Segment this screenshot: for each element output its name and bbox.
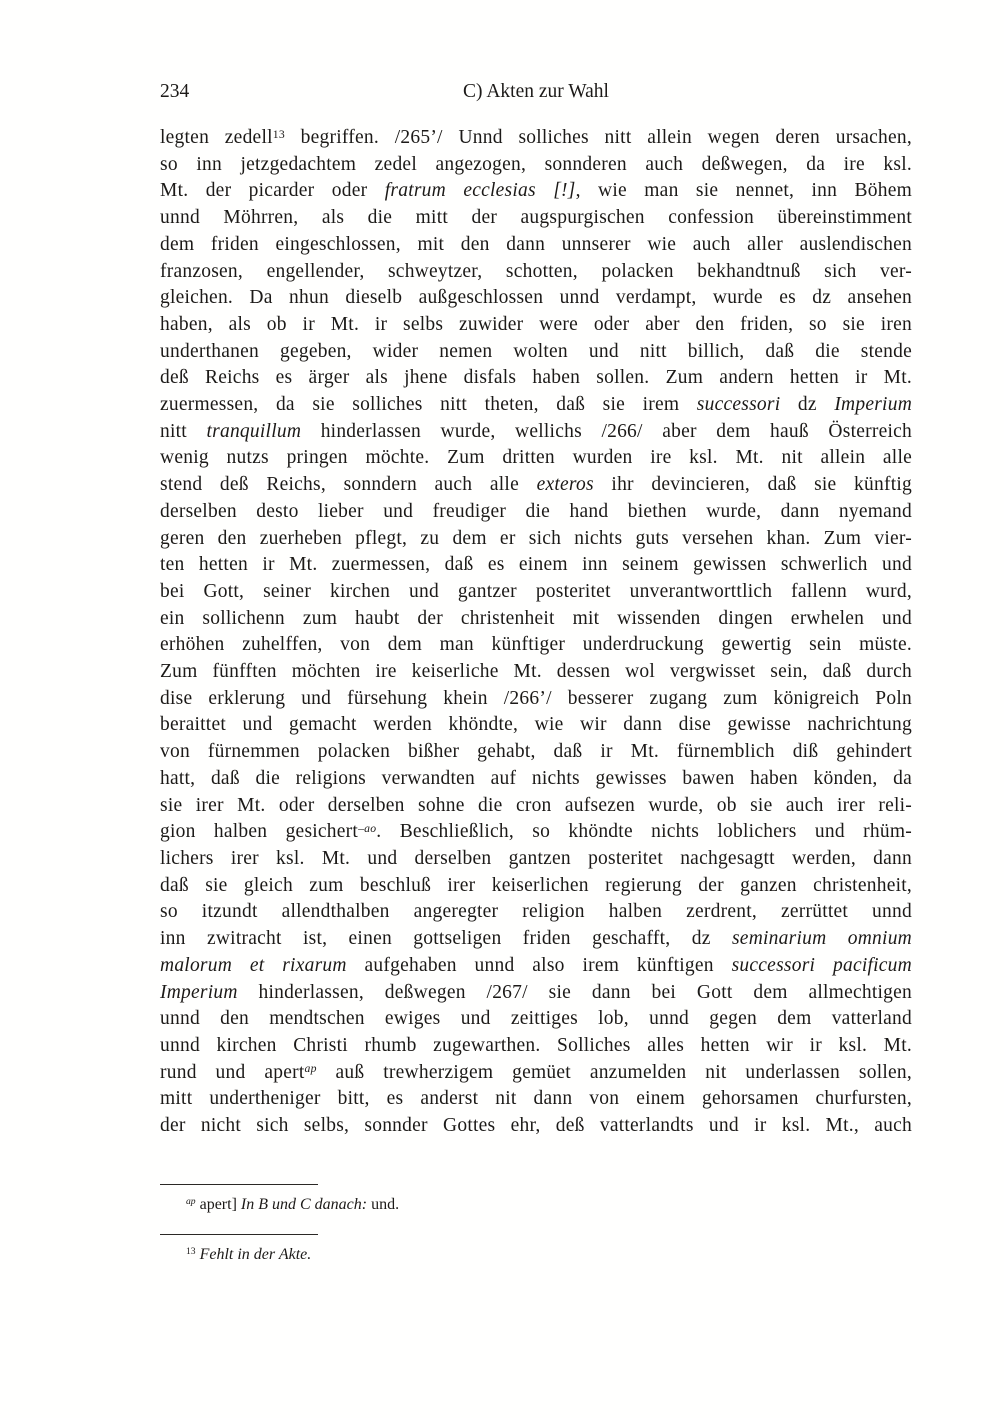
text-line (160, 232, 912, 259)
body-text (160, 125, 912, 1140)
text-segment: mitt undertheniger bitt, es anderst nit dann von einem gehorsamen churfursten, (160, 1088, 912, 1110)
footnote-note (160, 1244, 912, 1265)
superscript-note-marker: 13 (272, 127, 285, 141)
text-segment: so inn jetzgedachtem zedel angezogen, sonnderen auch deßwegen, da ire ksl. (160, 153, 912, 175)
text-segment: legten zedell (160, 127, 273, 148)
italic-text-segment: Fehlt in der Akte. (199, 1245, 312, 1263)
running-header: C) Akten zur Wahl (463, 81, 609, 102)
text-segment: der nicht sich selbs, sonnder Gottes ehr, deß vatterlandts und ir ksl. Mt., auch (160, 1115, 912, 1137)
text-segment: dise erklerung und fürsehung khein /266’/ besserer zugang zum königreich Poln (160, 687, 912, 709)
text-line (160, 152, 912, 179)
text-segment: daß sie gleich zum beschluß irer keiserlichen regierung der ganzen christenheit, (160, 874, 912, 896)
text-segment: haben, als ob ir Mt. ir selbs zuwider were oder aber den friden, so sie iren (160, 313, 912, 335)
text-segment: von fürnemmen polacken bißher gehabt, daß ir Mt. fürnemblich diß gehindert (160, 741, 912, 763)
text-segment: begriffen. /265’/ Unnd solliches nitt allein wegen deren ursachen, (284, 127, 912, 148)
superscript-note-marker: 13 (186, 1246, 196, 1258)
text-line (160, 793, 912, 820)
text-segment: gion halben gesichert (160, 821, 359, 843)
text-segment: ein sollichenn zum haubt der christenheit mit wissenden dingen erwhelen und (160, 607, 912, 629)
text-segment: sie irer Mt. oder derselben sohne die cron aufsezen wurde, ob sie auch irer reli- (160, 794, 912, 816)
text-segment: Zum fünfften möchten ire keiserliche Mt. dessen wol vergwisset sein, daß durch (160, 661, 912, 683)
italic-text-segment: fratrum ecclesias [!] (384, 180, 576, 202)
superscript-note-marker: –ao (358, 822, 377, 836)
text-segment: , wie man sie nennet, inn Böhem (575, 180, 912, 202)
text-segment: beraittet und gemacht werden khöndte, wie wir dann dise gewisse nachrichtung (160, 714, 912, 736)
text-segment: deß Reichs es ärger als jhene disfals haben sollen. Zum andern hetten ir Mt. (160, 367, 912, 389)
text-line (160, 205, 912, 232)
text-segment: . Beschließlich, so khöndte nichts loblichers und rhüm- (376, 821, 912, 843)
apparatus-note (160, 1194, 912, 1215)
text-segment: apert] (195, 1195, 241, 1213)
text-line (160, 712, 912, 739)
text-segment: nitt (160, 420, 207, 442)
italic-text-segment: Imperium (160, 981, 238, 1003)
text-segment: stend deß Reichs, sonndern auch alle (160, 474, 537, 496)
text-line (160, 365, 912, 392)
text-line (160, 392, 912, 419)
text-line (160, 1033, 912, 1060)
superscript-note-marker: ap (186, 1196, 196, 1208)
text-segment: rund und apert (160, 1061, 305, 1083)
text-line (160, 312, 912, 339)
text-line (160, 1006, 912, 1033)
italic-text-segment: exteros (536, 474, 594, 496)
text-line (160, 873, 912, 900)
text-segment: Mt. der picarder oder (160, 180, 385, 202)
text-line (160, 499, 912, 526)
text-line (160, 285, 912, 312)
text-line (160, 259, 912, 286)
text-line (160, 1244, 912, 1265)
text-segment: auß trewherzigem gemüet anzumelden nit underlassen sollen, (316, 1061, 912, 1083)
text-segment: underthanen gegeben, wider nemen wolten und nitt billich, daß die stende (160, 340, 912, 362)
text-segment: hinderlassen wurde, wellichs /266/ aber dem hauß Österreich (301, 420, 912, 442)
text-segment: so itzundt allendthalben angeregter religion halben zerdrent, zerrüttet unnd (160, 901, 912, 923)
text-segment: unnd Möhrren, als die mitt der augspurgischen confession übereinstimment (160, 207, 912, 229)
text-line (160, 819, 912, 846)
text-line (160, 1113, 912, 1140)
text-line (160, 178, 912, 205)
text-segment: gleichen. Da nhun dieselb außgeschlossen unnd verdampt, wurde es dz ansehen (160, 287, 912, 309)
italic-text-segment: Imperium (834, 394, 913, 416)
text-segment: ihr devincieren, daß sie künftig (593, 474, 912, 496)
footnote-section (160, 1234, 912, 1265)
text-line (160, 526, 912, 553)
text-segment: und. (367, 1195, 400, 1213)
text-line (160, 980, 912, 1007)
text-segment: unnd kirchen Christi rhumb zugewarthen. Solliches alles hetten wir ir ksl. Mt. (160, 1034, 912, 1056)
italic-text-segment: seminarium omnium (731, 928, 912, 950)
text-line (160, 953, 912, 980)
italic-text-segment: malorum et rixarum (160, 954, 347, 976)
text-segment: inn zwitracht ist, einen gottseligen friden geschafft, dz (160, 928, 732, 950)
text-line (160, 632, 912, 659)
text-segment: franzosen, engellender, schweytzer, schotten, polacken bekhandtnuß sich ver- (160, 260, 912, 282)
italic-text-segment: In B und C danach: (240, 1195, 368, 1213)
text-line (160, 552, 912, 579)
superscript-note-marker: ap (304, 1062, 317, 1076)
text-line (160, 926, 912, 953)
apparatus-separator-rule (160, 1184, 318, 1185)
text-line (160, 739, 912, 766)
text-segment: dz (780, 394, 835, 416)
text-segment: wenig nutzs pringen möchte. Zum dritten wurden ire ksl. Mt. nit allein alle (160, 447, 912, 469)
text-line (160, 659, 912, 686)
text-line (160, 125, 912, 152)
text-block (160, 78, 912, 1265)
text-segment: dem friden eingeschlossen, mit den dann unnserer wie auch aller auslendischen (160, 233, 912, 255)
page-number: 234 (160, 81, 190, 102)
text-line (160, 1086, 912, 1113)
text-segment: ten hetten ir Mt. zuermessen, daß es einem inn seinem gewissen schwerlich und (160, 554, 912, 576)
text-line (160, 846, 912, 873)
text-segment: bei Gott, seiner kirchen und gantzer posteritet unverantworttlich fallenn wurd, (160, 580, 912, 602)
text-line (160, 579, 912, 606)
page-header (160, 78, 912, 105)
footnote-separator-rule (160, 1234, 318, 1235)
text-segment: hinderlassen, deßwegen /267/ sie dann bei Gott dem allmechtigen (237, 981, 912, 1003)
text-line (160, 899, 912, 926)
apparatus-section (160, 1184, 912, 1215)
text-segment: zuermessen, da sie solliches nitt theten, daß sie irem (160, 394, 697, 416)
italic-text-segment: successori pacificum (731, 954, 912, 976)
text-line (160, 686, 912, 713)
text-line (160, 766, 912, 793)
text-line (160, 419, 912, 446)
italic-text-segment: successori (696, 394, 781, 416)
text-line (160, 606, 912, 633)
italic-text-segment: tranquillum (206, 420, 302, 442)
text-line (160, 1060, 912, 1087)
text-segment: erhöhen zuhelffen, von dem man künftiger underdruckung gewertig sein müste. (160, 634, 912, 656)
text-segment: hatt, daß die religions verwandten auf nichts gewisses bawen haben könden, da (160, 767, 912, 789)
text-segment: geren den zuerheben pflegt, zu dem er sich nichts guts versehen khan. Zum vier- (160, 527, 912, 549)
text-line (160, 445, 912, 472)
text-segment: aufgehaben unnd also irem künftigen (346, 954, 732, 976)
text-segment: derselben desto lieber und freudiger die hand biethen wurde, dann nyemand (160, 500, 912, 522)
text-line (160, 472, 912, 499)
text-line (160, 1194, 912, 1215)
text-segment: unnd den mendtschen ewiges und zeittiges lob, unnd gegen dem vatterland (160, 1008, 912, 1030)
text-line (160, 339, 912, 366)
text-segment: lichers irer ksl. Mt. und derselben gantzen posteritet nachgesagtt werden, dann (160, 847, 912, 869)
